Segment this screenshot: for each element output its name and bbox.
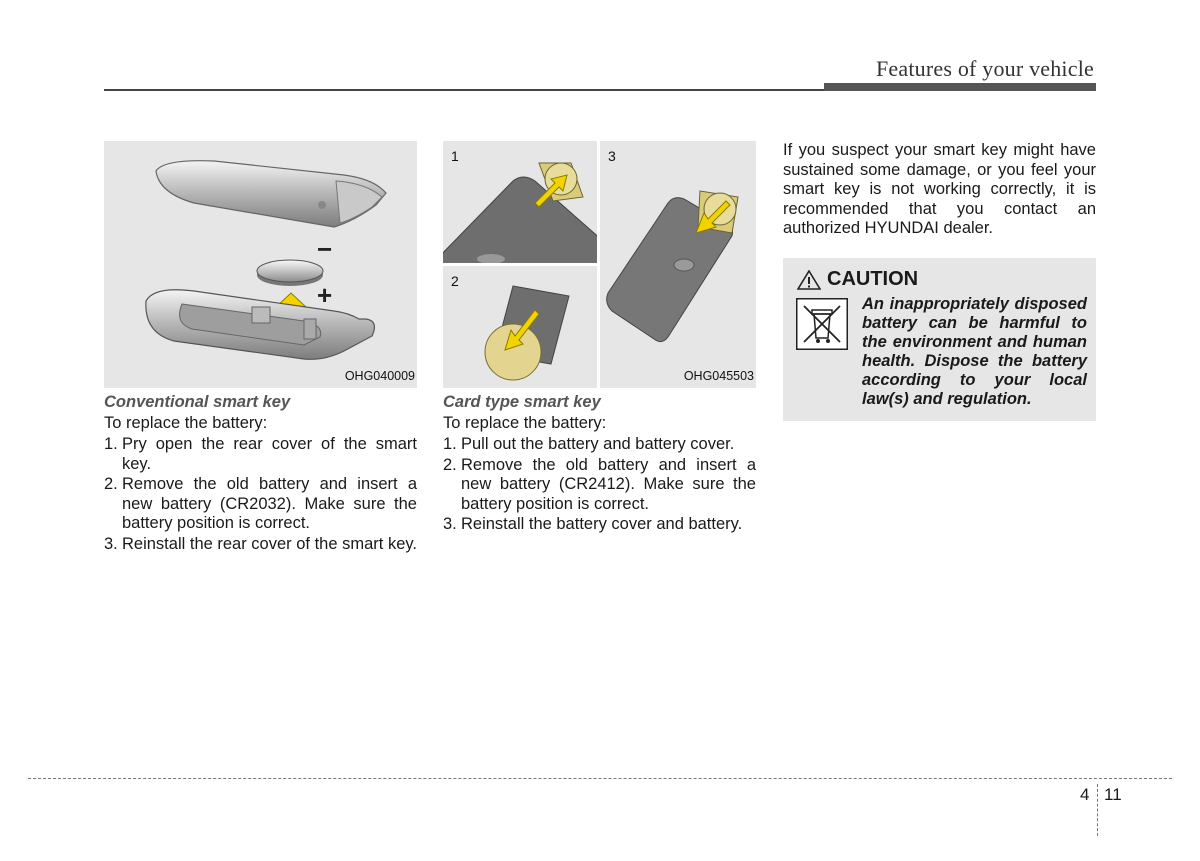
caution-heading — [797, 267, 919, 290]
footer-rule — [28, 778, 1172, 779]
list-item: 3. Reinstall the battery cover and battery. — [443, 515, 743, 533]
list-item: 1. Pull out the battery and battery cover. — [443, 435, 735, 453]
figure-panel-2 — [443, 266, 597, 388]
chapter-number: 4 — [1080, 785, 1090, 804]
list-item: 1. Pry open the rear cover of the smart key. — [104, 435, 417, 473]
conventional-key-figure — [104, 141, 417, 388]
card-key-figure — [443, 141, 756, 388]
page-header-title: Features of your vehicle — [875, 56, 1094, 81]
card-key-section — [443, 141, 756, 536]
plus-sign: + — [317, 280, 333, 310]
figure-code: OHG045503 — [683, 368, 754, 383]
page-number: 11 — [1104, 785, 1122, 804]
figure-panel-3 — [600, 141, 756, 388]
list-item: 2. Remove the old battery and insert a new battery (CR2032). Make sure the battery position is correct. — [104, 475, 417, 532]
smart-key-battery-illustration — [104, 141, 417, 388]
card-key-illustration — [443, 141, 597, 263]
warning-triangle-icon — [797, 270, 821, 290]
figure-panel-1 — [443, 141, 597, 263]
step-list — [443, 435, 756, 535]
section-title: Card type smart key — [443, 393, 601, 411]
conventional-key-section — [104, 141, 417, 555]
minus-sign: − — [317, 234, 333, 264]
notice-section — [783, 141, 1096, 421]
list-item: 2. Remove the old battery and insert a new battery (CR2412). Make sure the battery position is correct. — [443, 455, 756, 513]
header-rule-accent — [824, 83, 1096, 91]
crossed-bin-icon — [796, 298, 848, 350]
step-list — [104, 435, 417, 554]
caution-box — [783, 258, 1096, 421]
section-intro: To replace the battery: — [104, 413, 268, 432]
card-key-reinstall-illustration — [600, 141, 756, 388]
panel-number: 1 — [451, 148, 459, 164]
footer-divider — [1097, 784, 1098, 836]
section-intro: To replace the battery: — [443, 413, 607, 432]
section-title: Conventional smart key — [104, 393, 291, 411]
list-item: 3. Reinstall the rear cover of the smart key. — [104, 534, 417, 553]
battery-removal-illustration — [443, 266, 597, 388]
panel-number: 3 — [608, 148, 616, 164]
caution-text: An inappropriately disposed battery can be harmful to the environment and human health. Dispose the battery according to your local law(s) and regulation. — [862, 294, 1087, 408]
panel-number: 2 — [451, 273, 459, 289]
header-rule — [104, 89, 824, 91]
figure-code: OHG040009 — [344, 368, 415, 383]
caution-label: CAUTION — [827, 267, 919, 290]
notice-paragraph: If you suspect your smart key might have sustained some damage, or you feel your smart key is not working correctly, it is recommended that you contact an authorized HYUNDAI dealer. — [783, 141, 1096, 237]
